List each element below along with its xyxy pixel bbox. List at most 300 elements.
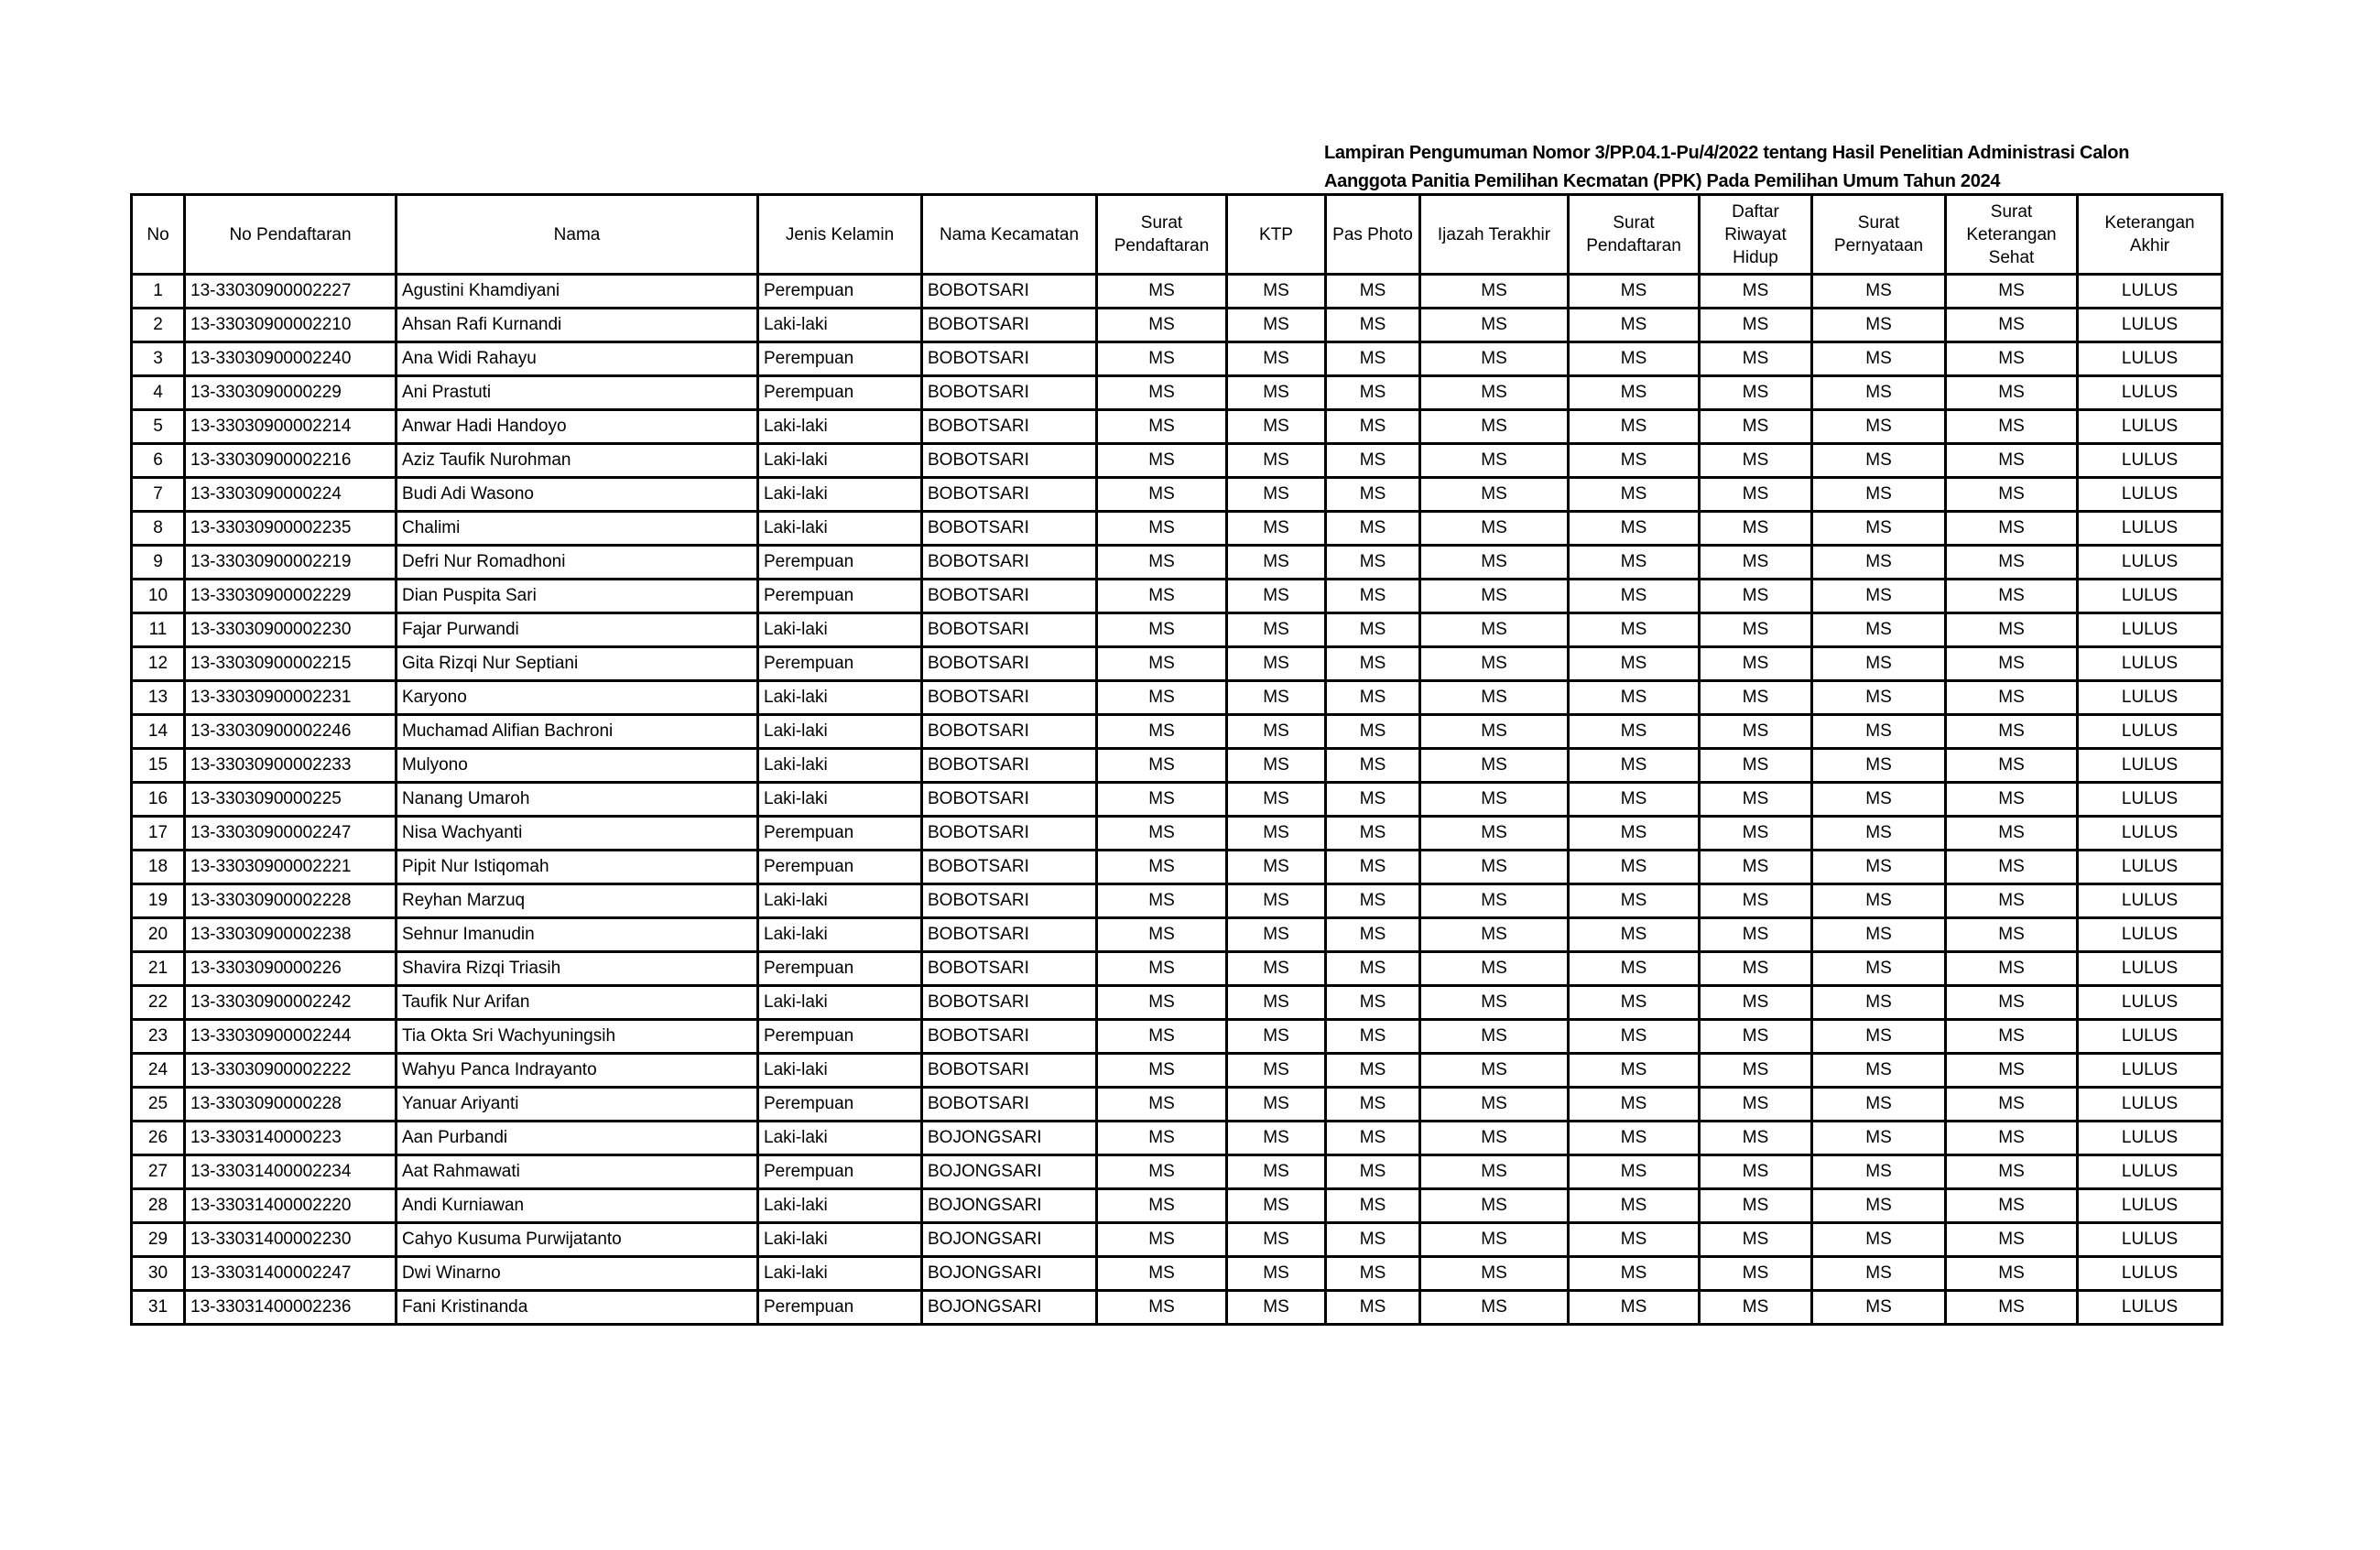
cell-pas-photo: MS [1326, 749, 1420, 783]
cell-surat-pernyataan: MS [1812, 444, 1946, 478]
cell-ktp: MS [1227, 1291, 1326, 1325]
cell-ktp: MS [1227, 376, 1326, 410]
cell-ktp: MS [1227, 444, 1326, 478]
cell-surat-pendaftaran: MS [1097, 444, 1227, 478]
cell-no-pendaftaran: 13-33030900002215 [185, 647, 397, 681]
cell-surat-pendaftaran-2: MS [1569, 1189, 1700, 1223]
cell-pas-photo: MS [1326, 1189, 1420, 1223]
cell-surat-pendaftaran-2: MS [1569, 749, 1700, 783]
cell-nama-kecamatan: BOJONGSARI [922, 1189, 1097, 1223]
cell-keterangan-akhir: LULUS [2078, 1155, 2222, 1189]
cell-ktp: MS [1227, 647, 1326, 681]
cell-ijazah-terakhir: MS [1420, 342, 1569, 376]
cell-pas-photo: MS [1326, 309, 1420, 342]
cell-surat-keterangan-sehat: MS [1946, 986, 2078, 1020]
cell-ktp: MS [1227, 681, 1326, 715]
cell-keterangan-akhir: LULUS [2078, 817, 2222, 851]
cell-no: 11 [132, 613, 185, 647]
cell-nama-kecamatan: BOBOTSARI [922, 918, 1097, 952]
cell-nama-kecamatan: BOJONGSARI [922, 1257, 1097, 1291]
cell-daftar-riwayat-hidup: MS [1700, 342, 1812, 376]
cell-surat-keterangan-sehat: MS [1946, 342, 2078, 376]
cell-ktp: MS [1227, 410, 1326, 444]
cell-nama: Nisa Wachyanti [397, 817, 758, 851]
cell-surat-pendaftaran-2: MS [1569, 580, 1700, 613]
cell-no-pendaftaran: 13-3303140000223 [185, 1122, 397, 1155]
cell-surat-keterangan-sehat: MS [1946, 275, 2078, 309]
cell-surat-keterangan-sehat: MS [1946, 512, 2078, 546]
cell-nama-kecamatan: BOBOTSARI [922, 884, 1097, 918]
cell-jenis-kelamin: Perempuan [758, 817, 922, 851]
cell-ktp: MS [1227, 1189, 1326, 1223]
cell-ijazah-terakhir: MS [1420, 444, 1569, 478]
cell-ijazah-terakhir: MS [1420, 1122, 1569, 1155]
cell-surat-keterangan-sehat: MS [1946, 1020, 2078, 1054]
cell-pas-photo: MS [1326, 1257, 1420, 1291]
cell-surat-keterangan-sehat: MS [1946, 681, 2078, 715]
cell-no-pendaftaran: 13-33030900002244 [185, 1020, 397, 1054]
cell-surat-keterangan-sehat: MS [1946, 580, 2078, 613]
cell-pas-photo: MS [1326, 952, 1420, 986]
cell-daftar-riwayat-hidup: MS [1700, 444, 1812, 478]
cell-nama: Andi Kurniawan [397, 1189, 758, 1223]
cell-keterangan-akhir: LULUS [2078, 1122, 2222, 1155]
table-row [132, 817, 2222, 851]
cell-surat-pendaftaran: MS [1097, 1189, 1227, 1223]
cell-surat-pendaftaran-2: MS [1569, 647, 1700, 681]
cell-surat-pernyataan: MS [1812, 1054, 1946, 1088]
cell-ijazah-terakhir: MS [1420, 1189, 1569, 1223]
cell-no-pendaftaran: 13-3303090000224 [185, 478, 397, 512]
cell-nama: Fani Kristinanda [397, 1291, 758, 1325]
cell-no-pendaftaran: 13-33030900002246 [185, 715, 397, 749]
cell-ijazah-terakhir: MS [1420, 884, 1569, 918]
cell-nama-kecamatan: BOBOTSARI [922, 580, 1097, 613]
cell-keterangan-akhir: LULUS [2078, 342, 2222, 376]
cell-no: 20 [132, 918, 185, 952]
cell-ktp: MS [1227, 851, 1326, 884]
cell-surat-pendaftaran: MS [1097, 275, 1227, 309]
table-row [132, 1155, 2222, 1189]
cell-ijazah-terakhir: MS [1420, 817, 1569, 851]
cell-jenis-kelamin: Perempuan [758, 376, 922, 410]
cell-ktp: MS [1227, 817, 1326, 851]
cell-no: 24 [132, 1054, 185, 1088]
cell-surat-keterangan-sehat: MS [1946, 376, 2078, 410]
cell-surat-pernyataan: MS [1812, 681, 1946, 715]
cell-jenis-kelamin: Perempuan [758, 1291, 922, 1325]
cell-surat-pernyataan: MS [1812, 1155, 1946, 1189]
table-row [132, 410, 2222, 444]
cell-nama: Shavira Rizqi Triasih [397, 952, 758, 986]
cell-surat-pernyataan: MS [1812, 376, 1946, 410]
cell-surat-pendaftaran-2: MS [1569, 884, 1700, 918]
cell-surat-pendaftaran: MS [1097, 376, 1227, 410]
cell-keterangan-akhir: LULUS [2078, 512, 2222, 546]
cell-jenis-kelamin: Laki-laki [758, 478, 922, 512]
cell-jenis-kelamin: Laki-laki [758, 783, 922, 817]
cell-surat-pernyataan: MS [1812, 783, 1946, 817]
cell-surat-pernyataan: MS [1812, 647, 1946, 681]
cell-ktp: MS [1227, 1155, 1326, 1189]
cell-daftar-riwayat-hidup: MS [1700, 884, 1812, 918]
cell-no: 28 [132, 1189, 185, 1223]
cell-no-pendaftaran: 13-33030900002227 [185, 275, 397, 309]
cell-ijazah-terakhir: MS [1420, 715, 1569, 749]
cell-jenis-kelamin: Laki-laki [758, 613, 922, 647]
cell-daftar-riwayat-hidup: MS [1700, 309, 1812, 342]
cell-ijazah-terakhir: MS [1420, 478, 1569, 512]
cell-ktp: MS [1227, 986, 1326, 1020]
cell-surat-keterangan-sehat: MS [1946, 1054, 2078, 1088]
cell-surat-pendaftaran: MS [1097, 478, 1227, 512]
cell-no: 26 [132, 1122, 185, 1155]
cell-surat-pendaftaran-2: MS [1569, 783, 1700, 817]
cell-keterangan-akhir: LULUS [2078, 1020, 2222, 1054]
cell-daftar-riwayat-hidup: MS [1700, 1257, 1812, 1291]
cell-ktp: MS [1227, 580, 1326, 613]
cell-surat-pendaftaran: MS [1097, 1088, 1227, 1122]
cell-surat-pendaftaran-2: MS [1569, 444, 1700, 478]
cell-no: 6 [132, 444, 185, 478]
cell-ktp: MS [1227, 512, 1326, 546]
header-col-ktp: KTP [1227, 195, 1326, 275]
table-row [132, 444, 2222, 478]
table-row [132, 1122, 2222, 1155]
cell-ktp: MS [1227, 1088, 1326, 1122]
cell-surat-keterangan-sehat: MS [1946, 1257, 2078, 1291]
cell-surat-pendaftaran: MS [1097, 410, 1227, 444]
cell-no: 12 [132, 647, 185, 681]
cell-no-pendaftaran: 13-3303090000228 [185, 1088, 397, 1122]
cell-no-pendaftaran: 13-33031400002220 [185, 1189, 397, 1223]
table-body [132, 275, 2222, 1325]
table-row [132, 647, 2222, 681]
cell-pas-photo: MS [1326, 1122, 1420, 1155]
cell-surat-keterangan-sehat: MS [1946, 884, 2078, 918]
cell-nama: Ahsan Rafi Kurnandi [397, 309, 758, 342]
header-col-surat-pernyataan: Surat Pernyataan [1812, 195, 1946, 275]
cell-surat-pendaftaran-2: MS [1569, 309, 1700, 342]
cell-daftar-riwayat-hidup: MS [1700, 580, 1812, 613]
cell-ktp: MS [1227, 275, 1326, 309]
cell-pas-photo: MS [1326, 884, 1420, 918]
table-row [132, 580, 2222, 613]
cell-surat-pendaftaran-2: MS [1569, 952, 1700, 986]
cell-jenis-kelamin: Laki-laki [758, 884, 922, 918]
cell-nama: Budi Adi Wasono [397, 478, 758, 512]
cell-no: 23 [132, 1020, 185, 1054]
cell-nama: Reyhan Marzuq [397, 884, 758, 918]
cell-nama: Cahyo Kusuma Purwijatanto [397, 1223, 758, 1257]
cell-jenis-kelamin: Laki-laki [758, 1257, 922, 1291]
cell-surat-keterangan-sehat: MS [1946, 851, 2078, 884]
cell-keterangan-akhir: LULUS [2078, 309, 2222, 342]
cell-keterangan-akhir: LULUS [2078, 851, 2222, 884]
cell-surat-pernyataan: MS [1812, 1088, 1946, 1122]
cell-surat-pernyataan: MS [1812, 952, 1946, 986]
cell-nama-kecamatan: BOBOTSARI [922, 478, 1097, 512]
cell-nama-kecamatan: BOBOTSARI [922, 647, 1097, 681]
cell-surat-keterangan-sehat: MS [1946, 613, 2078, 647]
cell-nama: Dwi Winarno [397, 1257, 758, 1291]
cell-ktp: MS [1227, 309, 1326, 342]
cell-ktp: MS [1227, 613, 1326, 647]
cell-surat-pendaftaran: MS [1097, 1054, 1227, 1088]
cell-surat-pendaftaran: MS [1097, 580, 1227, 613]
cell-daftar-riwayat-hidup: MS [1700, 376, 1812, 410]
cell-daftar-riwayat-hidup: MS [1700, 478, 1812, 512]
cell-nama-kecamatan: BOBOTSARI [922, 275, 1097, 309]
cell-surat-pernyataan: MS [1812, 1020, 1946, 1054]
cell-keterangan-akhir: LULUS [2078, 647, 2222, 681]
cell-surat-keterangan-sehat: MS [1946, 783, 2078, 817]
table-row [132, 986, 2222, 1020]
cell-nama: Aan Purbandi [397, 1122, 758, 1155]
cell-surat-pernyataan: MS [1812, 546, 1946, 580]
table-row [132, 1189, 2222, 1223]
cell-surat-pendaftaran-2: MS [1569, 918, 1700, 952]
cell-ktp: MS [1227, 1054, 1326, 1088]
cell-surat-pendaftaran: MS [1097, 986, 1227, 1020]
cell-nama-kecamatan: BOJONGSARI [922, 1155, 1097, 1189]
cell-ktp: MS [1227, 918, 1326, 952]
cell-jenis-kelamin: Laki-laki [758, 1054, 922, 1088]
cell-keterangan-akhir: LULUS [2078, 376, 2222, 410]
cell-no-pendaftaran: 13-33030900002247 [185, 817, 397, 851]
table-row [132, 1020, 2222, 1054]
cell-nama-kecamatan: BOBOTSARI [922, 1088, 1097, 1122]
cell-surat-pendaftaran-2: MS [1569, 1122, 1700, 1155]
cell-surat-pernyataan: MS [1812, 410, 1946, 444]
cell-nama: Tia Okta Sri Wachyuningsih [397, 1020, 758, 1054]
cell-no-pendaftaran: 13-33030900002214 [185, 410, 397, 444]
header-col-pas-photo: Pas Photo [1326, 195, 1420, 275]
cell-nama-kecamatan: BOBOTSARI [922, 1054, 1097, 1088]
cell-no-pendaftaran: 13-33030900002210 [185, 309, 397, 342]
cell-daftar-riwayat-hidup: MS [1700, 952, 1812, 986]
cell-surat-pendaftaran-2: MS [1569, 342, 1700, 376]
cell-pas-photo: MS [1326, 376, 1420, 410]
cell-surat-keterangan-sehat: MS [1946, 1223, 2078, 1257]
cell-daftar-riwayat-hidup: MS [1700, 1054, 1812, 1088]
table-row [132, 376, 2222, 410]
cell-nama-kecamatan: BOBOTSARI [922, 715, 1097, 749]
cell-surat-pernyataan: MS [1812, 1122, 1946, 1155]
cell-surat-pernyataan: MS [1812, 275, 1946, 309]
cell-daftar-riwayat-hidup: MS [1700, 647, 1812, 681]
cell-surat-keterangan-sehat: MS [1946, 918, 2078, 952]
cell-surat-keterangan-sehat: MS [1946, 1155, 2078, 1189]
cell-pas-photo: MS [1326, 918, 1420, 952]
cell-surat-pernyataan: MS [1812, 613, 1946, 647]
cell-surat-pendaftaran-2: MS [1569, 546, 1700, 580]
cell-ijazah-terakhir: MS [1420, 1155, 1569, 1189]
cell-no-pendaftaran: 13-33030900002216 [185, 444, 397, 478]
cell-no-pendaftaran: 13-33030900002235 [185, 512, 397, 546]
cell-nama: Aziz Taufik Nurohman [397, 444, 758, 478]
cell-nama-kecamatan: BOBOTSARI [922, 309, 1097, 342]
cell-daftar-riwayat-hidup: MS [1700, 749, 1812, 783]
cell-daftar-riwayat-hidup: MS [1700, 1020, 1812, 1054]
cell-keterangan-akhir: LULUS [2078, 275, 2222, 309]
header-col-no: No [132, 195, 185, 275]
header-col-ijazah-terakhir: Ijazah Terakhir [1420, 195, 1569, 275]
cell-pas-photo: MS [1326, 681, 1420, 715]
cell-keterangan-akhir: LULUS [2078, 580, 2222, 613]
cell-ijazah-terakhir: MS [1420, 580, 1569, 613]
cell-surat-pendaftaran-2: MS [1569, 1054, 1700, 1088]
cell-daftar-riwayat-hidup: MS [1700, 512, 1812, 546]
cell-surat-pendaftaran: MS [1097, 1155, 1227, 1189]
cell-no: 16 [132, 783, 185, 817]
cell-surat-pernyataan: MS [1812, 918, 1946, 952]
cell-no: 10 [132, 580, 185, 613]
cell-surat-keterangan-sehat: MS [1946, 1122, 2078, 1155]
cell-no-pendaftaran: 13-3303090000225 [185, 783, 397, 817]
cell-no: 22 [132, 986, 185, 1020]
cell-surat-pernyataan: MS [1812, 478, 1946, 512]
cell-nama: Muchamad Alifian Bachroni [397, 715, 758, 749]
cell-pas-photo: MS [1326, 613, 1420, 647]
cell-surat-pendaftaran: MS [1097, 952, 1227, 986]
cell-pas-photo: MS [1326, 580, 1420, 613]
cell-no-pendaftaran: 13-33030900002240 [185, 342, 397, 376]
cell-nama: Dian Puspita Sari [397, 580, 758, 613]
cell-surat-keterangan-sehat: MS [1946, 647, 2078, 681]
cell-surat-pendaftaran-2: MS [1569, 410, 1700, 444]
cell-nama-kecamatan: BOJONGSARI [922, 1291, 1097, 1325]
cell-pas-photo: MS [1326, 986, 1420, 1020]
cell-ijazah-terakhir: MS [1420, 376, 1569, 410]
cell-daftar-riwayat-hidup: MS [1700, 783, 1812, 817]
cell-surat-pernyataan: MS [1812, 1291, 1946, 1325]
cell-daftar-riwayat-hidup: MS [1700, 1189, 1812, 1223]
cell-ktp: MS [1227, 1122, 1326, 1155]
cell-jenis-kelamin: Perempuan [758, 580, 922, 613]
cell-surat-keterangan-sehat: MS [1946, 1088, 2078, 1122]
cell-keterangan-akhir: LULUS [2078, 986, 2222, 1020]
cell-nama-kecamatan: BOBOTSARI [922, 512, 1097, 546]
cell-keterangan-akhir: LULUS [2078, 410, 2222, 444]
cell-surat-pendaftaran-2: MS [1569, 1291, 1700, 1325]
cell-surat-keterangan-sehat: MS [1946, 1291, 2078, 1325]
table-row [132, 546, 2222, 580]
cell-surat-pendaftaran: MS [1097, 613, 1227, 647]
table-row [132, 275, 2222, 309]
cell-daftar-riwayat-hidup: MS [1700, 275, 1812, 309]
table-row [132, 918, 2222, 952]
cell-surat-pernyataan: MS [1812, 851, 1946, 884]
cell-surat-pendaftaran: MS [1097, 1257, 1227, 1291]
cell-no: 15 [132, 749, 185, 783]
cell-no: 2 [132, 309, 185, 342]
cell-nama: Sehnur Imanudin [397, 918, 758, 952]
cell-no-pendaftaran: 13-33030900002229 [185, 580, 397, 613]
cell-ktp: MS [1227, 715, 1326, 749]
cell-pas-photo: MS [1326, 342, 1420, 376]
cell-no-pendaftaran: 13-33030900002219 [185, 546, 397, 580]
title-line-2: Aanggota Panitia Pemilihan Kecmatan (PPK) Pada Pemilihan Umum Tahun 2024 [1324, 171, 2001, 191]
cell-nama-kecamatan: BOBOTSARI [922, 681, 1097, 715]
cell-keterangan-akhir: LULUS [2078, 613, 2222, 647]
cell-ijazah-terakhir: MS [1420, 410, 1569, 444]
cell-jenis-kelamin: Laki-laki [758, 715, 922, 749]
cell-surat-pendaftaran-2: MS [1569, 681, 1700, 715]
cell-daftar-riwayat-hidup: MS [1700, 681, 1812, 715]
cell-surat-keterangan-sehat: MS [1946, 749, 2078, 783]
header-col-daftar-riwayat-hidup: Daftar Riwayat Hidup [1700, 195, 1812, 275]
cell-keterangan-akhir: LULUS [2078, 1088, 2222, 1122]
table-row [132, 749, 2222, 783]
cell-keterangan-akhir: LULUS [2078, 1189, 2222, 1223]
cell-surat-pendaftaran: MS [1097, 749, 1227, 783]
cell-no-pendaftaran: 13-3303090000226 [185, 952, 397, 986]
cell-ijazah-terakhir: MS [1420, 986, 1569, 1020]
table-row [132, 851, 2222, 884]
cell-daftar-riwayat-hidup: MS [1700, 817, 1812, 851]
cell-keterangan-akhir: LULUS [2078, 884, 2222, 918]
cell-no: 31 [132, 1291, 185, 1325]
cell-surat-pernyataan: MS [1812, 309, 1946, 342]
cell-no: 17 [132, 817, 185, 851]
cell-nama: Aat Rahmawati [397, 1155, 758, 1189]
cell-surat-pendaftaran: MS [1097, 884, 1227, 918]
header-col-jenis-kelamin: Jenis Kelamin [758, 195, 922, 275]
cell-nama: Defri Nur Romadhoni [397, 546, 758, 580]
cell-nama-kecamatan: BOBOTSARI [922, 342, 1097, 376]
table-row [132, 681, 2222, 715]
cell-nama: Ana Widi Rahayu [397, 342, 758, 376]
cell-pas-photo: MS [1326, 546, 1420, 580]
cell-ktp: MS [1227, 783, 1326, 817]
cell-ijazah-terakhir: MS [1420, 952, 1569, 986]
cell-nama-kecamatan: BOJONGSARI [922, 1122, 1097, 1155]
cell-pas-photo: MS [1326, 817, 1420, 851]
cell-surat-pendaftaran: MS [1097, 918, 1227, 952]
cell-surat-pernyataan: MS [1812, 749, 1946, 783]
cell-daftar-riwayat-hidup: MS [1700, 715, 1812, 749]
cell-surat-keterangan-sehat: MS [1946, 444, 2078, 478]
cell-no-pendaftaran: 13-33030900002222 [185, 1054, 397, 1088]
results-table [130, 193, 2223, 1326]
cell-pas-photo: MS [1326, 1054, 1420, 1088]
table-row [132, 342, 2222, 376]
table-row [132, 309, 2222, 342]
cell-ijazah-terakhir: MS [1420, 1257, 1569, 1291]
cell-nama: Gita Rizqi Nur Septiani [397, 647, 758, 681]
cell-nama: Ani Prastuti [397, 376, 758, 410]
cell-nama-kecamatan: BOBOTSARI [922, 986, 1097, 1020]
cell-no-pendaftaran: 13-33030900002228 [185, 884, 397, 918]
cell-surat-keterangan-sehat: MS [1946, 715, 2078, 749]
cell-daftar-riwayat-hidup: MS [1700, 546, 1812, 580]
cell-pas-photo: MS [1326, 647, 1420, 681]
cell-no: 4 [132, 376, 185, 410]
cell-nama: Karyono [397, 681, 758, 715]
cell-jenis-kelamin: Perempuan [758, 647, 922, 681]
cell-surat-keterangan-sehat: MS [1946, 817, 2078, 851]
table-row [132, 715, 2222, 749]
cell-jenis-kelamin: Perempuan [758, 952, 922, 986]
cell-daftar-riwayat-hidup: MS [1700, 851, 1812, 884]
cell-nama-kecamatan: BOBOTSARI [922, 783, 1097, 817]
cell-no: 18 [132, 851, 185, 884]
cell-surat-pernyataan: MS [1812, 715, 1946, 749]
cell-daftar-riwayat-hidup: MS [1700, 1088, 1812, 1122]
cell-surat-keterangan-sehat: MS [1946, 309, 2078, 342]
cell-ijazah-terakhir: MS [1420, 918, 1569, 952]
